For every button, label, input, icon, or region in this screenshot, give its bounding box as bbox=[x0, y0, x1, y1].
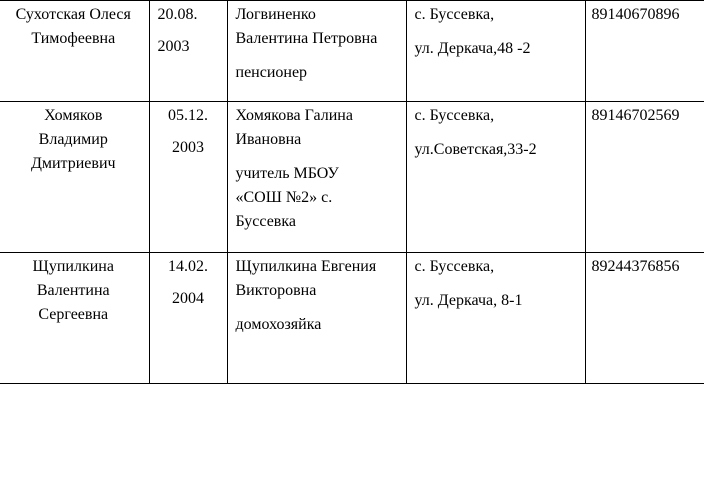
parent-name-line: Хомякова Галина bbox=[235, 107, 353, 124]
parent-name-line: Ивановна bbox=[235, 131, 302, 148]
student-name-line: Тимофеевна bbox=[31, 30, 116, 47]
parent-occupation-line: домохозяйка bbox=[235, 316, 322, 333]
parent-occupation-line: Буссевка bbox=[235, 213, 296, 230]
student-name-line: Владимир bbox=[38, 131, 108, 148]
student-name-line: Хомяков bbox=[44, 107, 103, 124]
parent-cell bbox=[227, 253, 406, 384]
phone-cell bbox=[585, 1, 704, 102]
parent-cell bbox=[227, 1, 406, 102]
student-name-line: Валентина bbox=[36, 282, 110, 299]
student-name-line: Сухотская Олеся bbox=[15, 6, 131, 23]
student-name-cell bbox=[0, 1, 149, 102]
address-cell bbox=[406, 253, 585, 384]
parent-name-line: Логвиненко bbox=[235, 6, 316, 23]
birth-date-year: 2003 bbox=[157, 38, 190, 55]
student-name-cell bbox=[0, 102, 149, 253]
table-row bbox=[0, 1, 704, 102]
parent-occupation-line: «СОШ №2» с. bbox=[235, 189, 333, 206]
address-street: ул.Советская,33-2 bbox=[414, 141, 537, 158]
parent-occupation-line: учитель МБОУ bbox=[235, 165, 339, 182]
birth-date-cell bbox=[149, 102, 227, 253]
parent-cell bbox=[227, 102, 406, 253]
parent-name-line: Валентина Петровна bbox=[235, 30, 378, 47]
parent-occupation-line: пенсионер bbox=[235, 64, 308, 81]
birth-date-day-month: 14.02. bbox=[168, 258, 208, 275]
birth-date-cell bbox=[149, 1, 227, 102]
student-name-line: Сергеевна bbox=[38, 306, 109, 323]
phone-cell bbox=[585, 253, 704, 384]
address-street: ул. Деркача,48 -2 bbox=[414, 40, 531, 57]
student-name-line: Дмитриевич bbox=[30, 155, 116, 172]
phone-number: 89140670896 bbox=[591, 6, 680, 23]
address-street: ул. Деркача, 8-1 bbox=[414, 292, 523, 309]
student-name-cell bbox=[0, 253, 149, 384]
phone-number: 89244376856 bbox=[591, 258, 680, 275]
table-row bbox=[0, 102, 704, 253]
address-cell bbox=[406, 102, 585, 253]
birth-date-year: 2004 bbox=[172, 290, 204, 307]
birth-date-year: 2003 bbox=[172, 139, 204, 156]
address-village: с. Буссевка, bbox=[414, 107, 495, 124]
table-row bbox=[0, 253, 704, 384]
birth-date-day-month: 05.12. bbox=[168, 107, 208, 124]
student-name-line: Щупилкина bbox=[32, 258, 114, 275]
birth-date-cell bbox=[149, 253, 227, 384]
birth-date-day-month: 20.08. bbox=[157, 6, 198, 23]
phone-cell bbox=[585, 102, 704, 253]
parent-name-line: Викторовна bbox=[235, 282, 317, 299]
phone-number: 89146702569 bbox=[591, 107, 680, 124]
parent-name-line: Щупилкина Евгения bbox=[235, 258, 377, 275]
address-village: с. Буссевка, bbox=[414, 6, 495, 23]
address-village: с. Буссевка, bbox=[414, 258, 495, 275]
address-cell bbox=[406, 1, 585, 102]
